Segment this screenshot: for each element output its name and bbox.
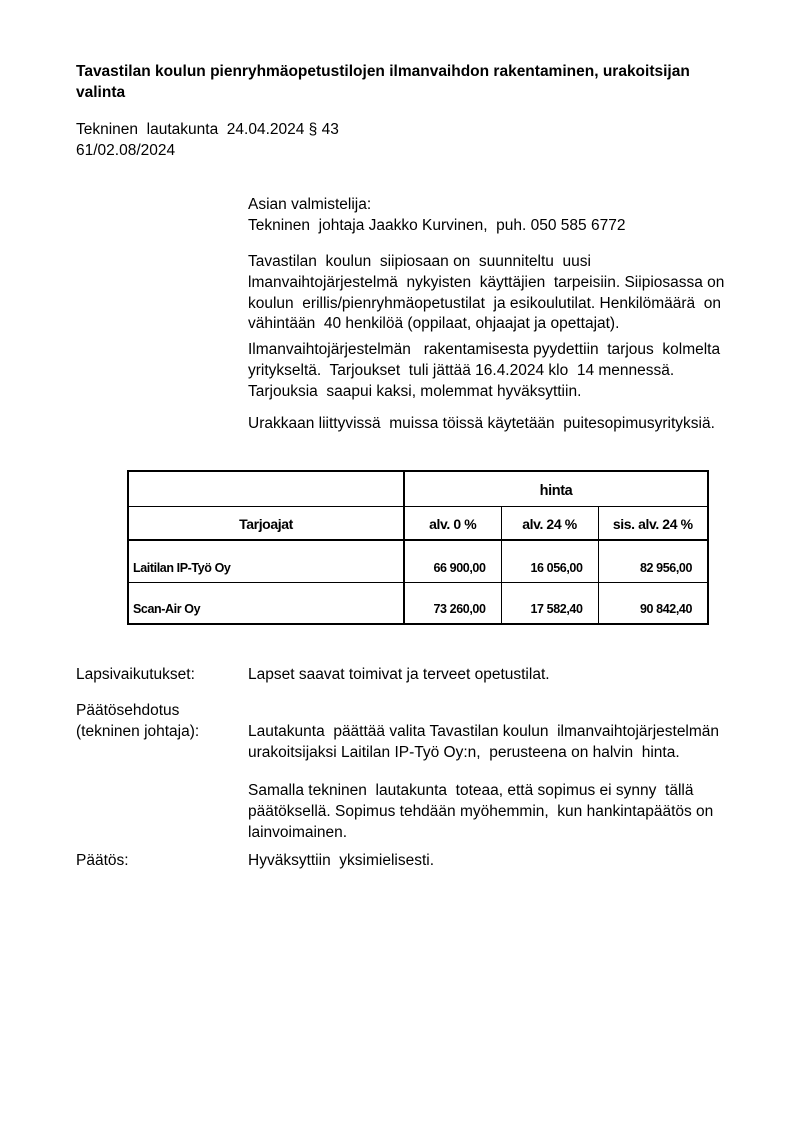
paragraph-framework-agreement: Urakkaan liittyvissä muissa töissä käytetään puitesopimusyrityksiä. bbox=[248, 415, 715, 432]
record-number: 61/02.08/2024 bbox=[76, 141, 176, 159]
document-meta bbox=[76, 120, 339, 162]
empty-corner-cell bbox=[128, 471, 404, 507]
price-alv24: 17 582,40 bbox=[501, 583, 598, 625]
lapsivaikutukset-text: Lapset saavat toimivat ja terveet opetustilat. bbox=[248, 666, 550, 683]
offers-price-table bbox=[127, 470, 709, 625]
price-alv0: 73 260,00 bbox=[404, 583, 501, 625]
offerer-name: Laitilan IP-Työ Oy bbox=[128, 540, 404, 583]
paatosehdotus-contract-note-text: Samalla tekninen lautakunta toteaa, että sopimus ei synny tällä päätöksellä. Sopimus tehdään myöhemmin, kun hankintapäätös on lainvoimainen. bbox=[248, 782, 714, 841]
paragraph-tender-process: Ilmanvaihtojärjestelmän rakentamisesta pyydettiin tarjous kolmelta yritykseltä. Tarjoukset tuli jättää 16.4.2024 klo 14 mennessä. Tarjouksia saapui kaksi, molemmat hyväksyttiin. bbox=[248, 341, 721, 400]
paatos-text: Hyväksyttiin yksimielisesti. bbox=[248, 852, 435, 869]
preparer-name: Tekninen johtaja Jaakko Kurvinen, puh. 050 585 6772 bbox=[248, 216, 626, 234]
offerer-name: Scan-Air Oy bbox=[128, 583, 404, 625]
lapsivaikutukset-label: Lapsivaikutukset: bbox=[76, 666, 195, 683]
col-header-sis-alv24: sis. alv. 24 % bbox=[598, 507, 708, 541]
paragraph-project-description: Tavastilan koulun siipiosaan on suunniteltu uusi lmanvaihtojärjestelmä nykyisten käyttäjien tarpeisiin. Siipiosassa on koulun erillis/pienryhmäopetustilat ja esikoulutilat. Henkilömäärä on vähintään 40 henkilöä (oppilaat, ohjaajat ja opettajat). bbox=[248, 253, 725, 333]
price-alv0: 66 900,00 bbox=[404, 540, 501, 583]
col-header-tarjoajat: Tarjoajat bbox=[128, 507, 404, 541]
col-header-alv24: alv. 24 % bbox=[501, 507, 598, 541]
paatosehdotus-label: Päätösehdotus (tekninen johtaja): bbox=[76, 702, 200, 740]
preparer-block bbox=[248, 195, 625, 237]
price-group-header-row bbox=[128, 471, 708, 507]
preparer-label: Asian valmistelija: bbox=[248, 196, 372, 213]
col-header-alv0: alv. 0 % bbox=[404, 507, 501, 541]
price-alv24: 16 056,00 bbox=[501, 540, 598, 583]
document-title: Tavastilan koulun pienryhmäopetustilojen ilmanvaihdon rakentaminen, urakoitsijan valinta bbox=[76, 63, 690, 101]
column-header-row bbox=[128, 507, 708, 541]
table-row-laitilan bbox=[128, 540, 708, 583]
price-group-header: hinta bbox=[404, 471, 708, 507]
table-row-scanair bbox=[128, 583, 708, 625]
committee-date-line: Tekninen lautakunta 24.04.2024 § 43 bbox=[76, 121, 339, 138]
price-sis-alv24: 90 842,40 bbox=[639, 602, 692, 617]
price-sis-alv24: 82 956,00 bbox=[598, 540, 708, 583]
paatosehdotus-proposal-text: Lautakunta päättää valita Tavastilan koulun ilmanvaihtojärjestelmän urakoitsijaksi Laitilan IP-Työ Oy:n, perusteena on halvin hinta. bbox=[248, 723, 720, 761]
paatos-label: Päätös: bbox=[76, 852, 129, 869]
